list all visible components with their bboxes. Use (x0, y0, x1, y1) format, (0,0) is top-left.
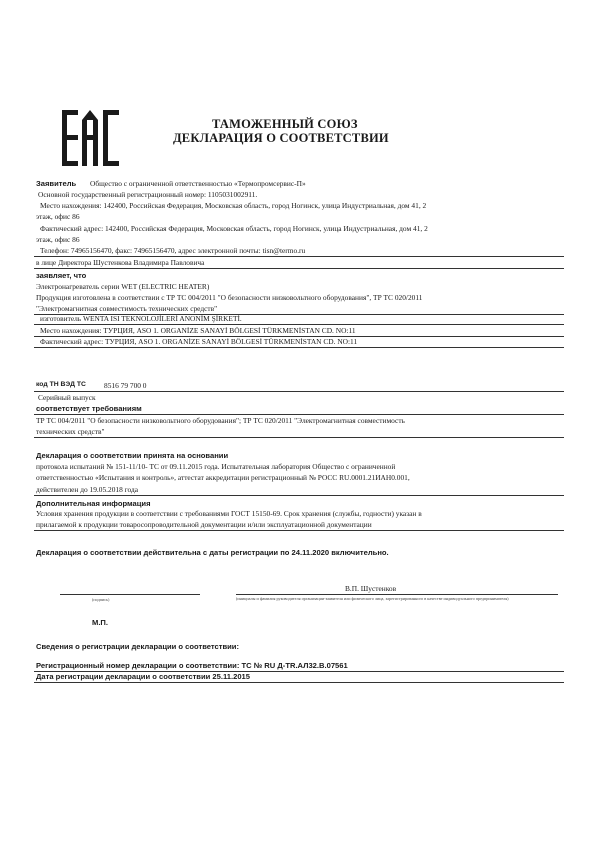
registration-date: Дата регистрации декларации о соответствии 25.11.2015 (36, 672, 250, 681)
complies-label: соответствует требованиям (36, 404, 142, 413)
applicant-fact-address-2: этаж, офис 86 (36, 235, 80, 244)
rule-manufacturer (34, 324, 564, 325)
representative: в лице Директора Шустенкова Владимира Павловича (36, 258, 205, 267)
code-label: код ТН ВЭД ТС (36, 381, 86, 388)
eac-logo-mark (62, 108, 120, 168)
stamp-placeholder: М.П. (92, 618, 109, 627)
extra-text-2: прилагаемой к продукции товаросопроводительной документации и/или эксплуатационной документации (36, 520, 372, 529)
applicant-address-2: этаж, офис 86 (36, 212, 80, 221)
made-per-2: "Электромагнитная совместимость технических средств" (36, 304, 218, 313)
registration-number: Регистрационный номер декларации о соответствии: ТС № RU Д-TR.АЛ32.В.07561 (36, 661, 348, 670)
applicant-contacts: Телефон: 74965156470, факс: 74965156470, адрес электронной почты: tisn@termo.ru (40, 246, 306, 255)
rule-complies-label (34, 414, 564, 415)
rule-contacts (34, 256, 564, 257)
rule-code (34, 391, 564, 392)
validity-text: Декларация о соответствии действительна с даты регистрации по 24.11.2020 включительно. (36, 548, 389, 557)
signature-caption-left: (подпись) (92, 597, 110, 602)
applicant-ogrn: Основной государственный регистрационный номер: 1105031002911. (38, 190, 258, 199)
rule-representative (34, 268, 564, 269)
extra-text-1: Условия хранения продукции в соответствии с требованиями ГОСТ 15150-69. Срок хранения (службы, годности) указан в (36, 509, 422, 518)
extra-label: Дополнительная информация (36, 499, 151, 508)
basis-text-1: протокола испытаний № 151-11/10- ТС от 09.11.2015 года. Испытательная лаборатория Общество с ограниченной (36, 462, 396, 471)
registration-title: Сведения о регистрации декларации о соответствии: (36, 642, 239, 651)
applicant-address-1: Место нахождения: 142400, Российская Федерация, Московская область, город Ногинск, улица Индустриальная, дом 41, 2 (40, 201, 427, 210)
signature-caption-right: (инициалы и фамилия руководителя организации-заявителя или физического лица, зарегистрированного в качестве индивидуального предпринимателя) (236, 596, 509, 601)
basis-label: Декларация о соответствии принята на основании (36, 451, 229, 460)
manufacturer-address: Место нахождения: ТУРЦИЯ, ASO 1. ORGANİZE SANAYİ BÖLGESİ TÜRKMENİSTAN CD. NO:11 (40, 326, 356, 335)
applicant-label: Заявитель (36, 179, 77, 188)
basis-text-2: ответственностью «Испытания и контроль», аттестат аккредитации регистрационный № РОСС RU.0001.21ИАН0.001, (36, 473, 410, 482)
rule-reg-date (34, 682, 564, 683)
header-title-1: ТАМОЖЕННЫЙ СОЮЗ (212, 117, 358, 131)
product-name: Электронагреватель серии WET (ELECTRIC HEATER) (36, 282, 210, 291)
complies-text-2: технических средств" (36, 427, 105, 436)
header-title-2: ДЕКЛАРАЦИЯ О СООТВЕТСТВИИ (173, 131, 389, 145)
complies-text-1: ТР ТС 004/2011 "О безопасности низковольтного оборудования"; ТР ТС 020/2011 "Электромагнитная совместимость (36, 416, 405, 425)
declares-label: заявляет, что (36, 271, 87, 280)
eac-logo (62, 108, 120, 168)
rule-basis (34, 495, 564, 496)
made-per-1: Продукция изготовлена в соответствии с ТР ТС 004/2011 "О безопасности низковольтного оборудования", ТР ТС 020/2011 (36, 293, 423, 302)
manufacturer: изготовитель WENTA ISI TEKNOLOJİLERİ ANONİM ŞİRKETİ. (40, 314, 242, 323)
series: Серийный выпуск (38, 393, 96, 402)
rule-signature-right (236, 594, 558, 595)
rule-complies (34, 437, 564, 438)
applicant-fact-address-1: Фактический адрес: 142400, Российская Федерация, Московская область, город Ногинск, улица Индустриальная, дом 41, 2 (40, 224, 428, 233)
applicant-name: Общество с ограниченной ответственностью «Термопромсервис-П» (90, 179, 306, 188)
rule-extra (34, 530, 564, 531)
rule-mfr-fact (34, 347, 564, 348)
manufacturer-fact-address: Фактический адрес: ТУРЦИЯ, ASO 1. ORGANİZE SANAYİ BÖLGESİ TÜRKMENİSTAN CD. NO:11 (40, 337, 358, 346)
basis-text-3: действителен до 19.05.2018 года (36, 485, 139, 494)
code-value: 8516 79 700 0 (104, 381, 147, 390)
rule-signature-left (60, 594, 200, 595)
signer-name: В.П. Шустенков (345, 584, 397, 593)
